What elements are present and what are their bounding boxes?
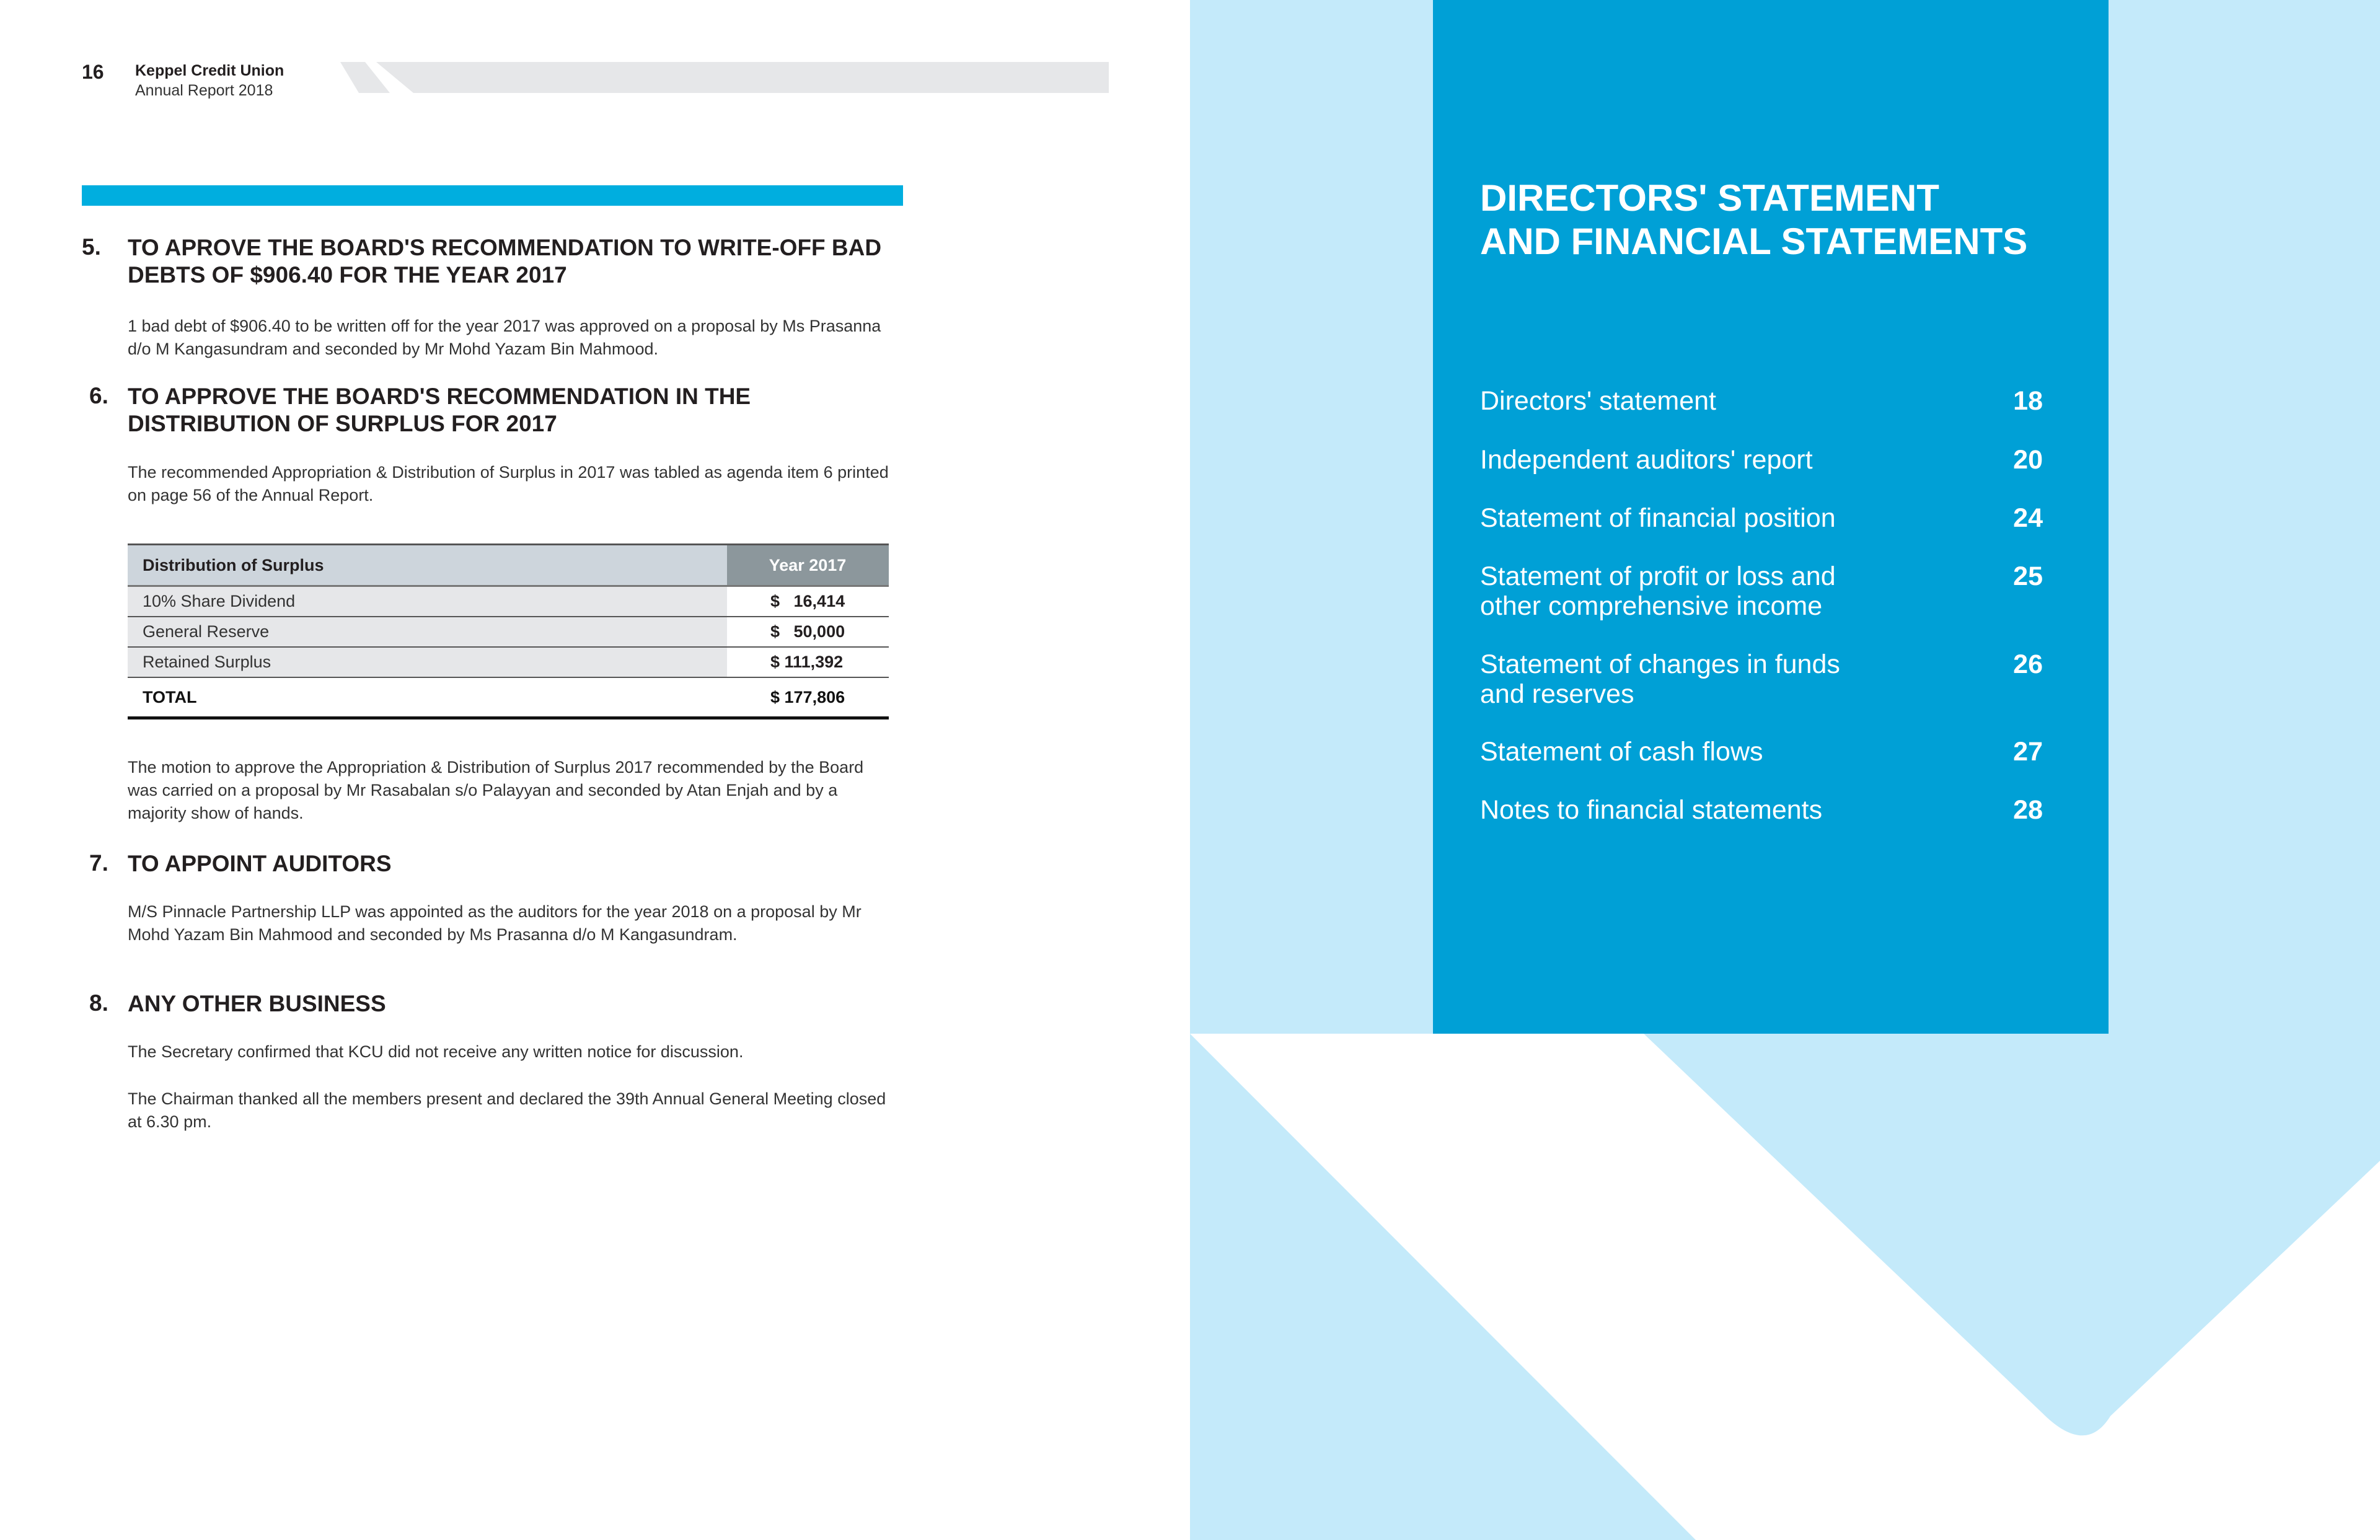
panel-title	[1480, 177, 2027, 263]
toc-page: 18	[2013, 386, 2043, 416]
toc-label: Statement of financial position	[1480, 503, 1836, 533]
accent-bar	[82, 185, 903, 206]
toc-item[interactable]	[1480, 386, 2043, 416]
column-header: Distribution of Surplus	[128, 545, 727, 586]
paragraph: M/S Pinnacle Partnership LLP was appointed as the auditors for the year 2018 on a proposal by Mr Mohd Yazam Bin Mahmood and seconded by Ms Prasanna d/o M Kangasundram.	[128, 902, 862, 944]
toc-page: 27	[2013, 737, 2043, 767]
toc-label: Independent auditors' report	[1480, 445, 1813, 475]
title-line: DIRECTORS' STATEMENT	[1480, 177, 1939, 219]
row-label: General Reserve	[128, 617, 727, 647]
toc-label: Statement of changes in funds and reserves	[1480, 649, 1840, 709]
section-5	[82, 234, 900, 289]
section-heading: TO APPROVE THE BOARD'S RECOMMENDATION IN THE DISTRIBUTION OF SURPLUS FOR 2017	[128, 384, 751, 436]
paragraph: The motion to approve the Appropriation & Distribution of Surplus 2017 recommended by the Board was carried on a proposal by Mr Rasabalan s/o Palayyan and seconded by Atan Enjah and by a majority show of hands.	[128, 758, 864, 822]
org-name: Keppel Credit Union	[135, 62, 284, 79]
toc-page: 24	[2013, 503, 2043, 533]
toc-page: 20	[2013, 445, 2043, 475]
toc-label: Notes to financial statements	[1480, 795, 1823, 825]
section-heading: ANY OTHER BUSINESS	[128, 991, 386, 1016]
section-number: 7.	[89, 850, 108, 876]
table-row	[128, 647, 889, 677]
toc-label: Statement of profit or loss and other comprehensive income	[1480, 561, 1836, 621]
section-heading: TO APROVE THE BOARD'S RECOMMENDATION TO WRITE-OFF BAD DEBTS OF $906.40 FOR THE YEAR 2017	[128, 235, 882, 288]
total-value: $ 177,806	[727, 677, 889, 718]
toc-item[interactable]	[1480, 445, 2043, 475]
title-line: AND FINANCIAL STATEMENTS	[1480, 221, 2028, 262]
toc-item[interactable]	[1480, 795, 2043, 825]
total-label: TOTAL	[128, 677, 727, 718]
row-value: $ 16,414	[727, 586, 889, 617]
paragraph: The recommended Appropriation & Distribution of Surplus in 2017 was tabled as agenda item 6 printed on page 56 of the Annual Report.	[128, 463, 889, 504]
section-7	[89, 850, 907, 878]
table-row	[128, 617, 889, 647]
toc-item[interactable]	[1480, 561, 2043, 621]
distribution-table	[128, 543, 889, 719]
paragraph: The Secretary confirmed that KCU did not receive any written notice for discussion.	[128, 1042, 744, 1061]
toc-page: 25	[2013, 561, 2043, 591]
paragraph: 1 bad debt of $906.40 to be written off for the year 2017 was approved on a proposal by Ms Prasanna d/o M Kangasundram and seconded by Mr Mohd Yazam Bin Mahmood.	[128, 317, 881, 358]
toc-item[interactable]	[1480, 649, 2043, 709]
toc-page: 28	[2013, 795, 2043, 825]
report-name: Annual Report 2018	[135, 82, 273, 99]
column-header: Year 2017	[727, 545, 889, 586]
section-number: 5.	[82, 234, 101, 260]
table-row	[128, 586, 889, 617]
table-header	[128, 545, 889, 586]
toc-page: 26	[2013, 649, 2043, 679]
section-6	[89, 383, 907, 438]
table-total-row	[128, 677, 889, 718]
page-number: 16	[82, 61, 104, 83]
toc-label: Directors' statement	[1480, 386, 1716, 416]
section-number: 6.	[89, 383, 108, 408]
row-label: 10% Share Dividend	[128, 586, 727, 617]
toc-item[interactable]	[1480, 503, 2043, 533]
section-8	[89, 990, 907, 1018]
section-heading: TO APPOINT AUDITORS	[128, 851, 392, 876]
row-label: Retained Surplus	[128, 647, 727, 677]
row-value: $ 50,000	[727, 617, 889, 647]
paragraph: The Chairman thanked all the members present and declared the 39th Annual General Meeting closed at 6.30 pm.	[128, 1089, 886, 1131]
toc-item[interactable]	[1480, 737, 2043, 767]
header-decor-bar	[340, 62, 1109, 94]
toc-label: Statement of cash flows	[1480, 737, 1763, 767]
row-value: $ 111,392	[727, 647, 889, 677]
section-number: 8.	[89, 990, 108, 1016]
